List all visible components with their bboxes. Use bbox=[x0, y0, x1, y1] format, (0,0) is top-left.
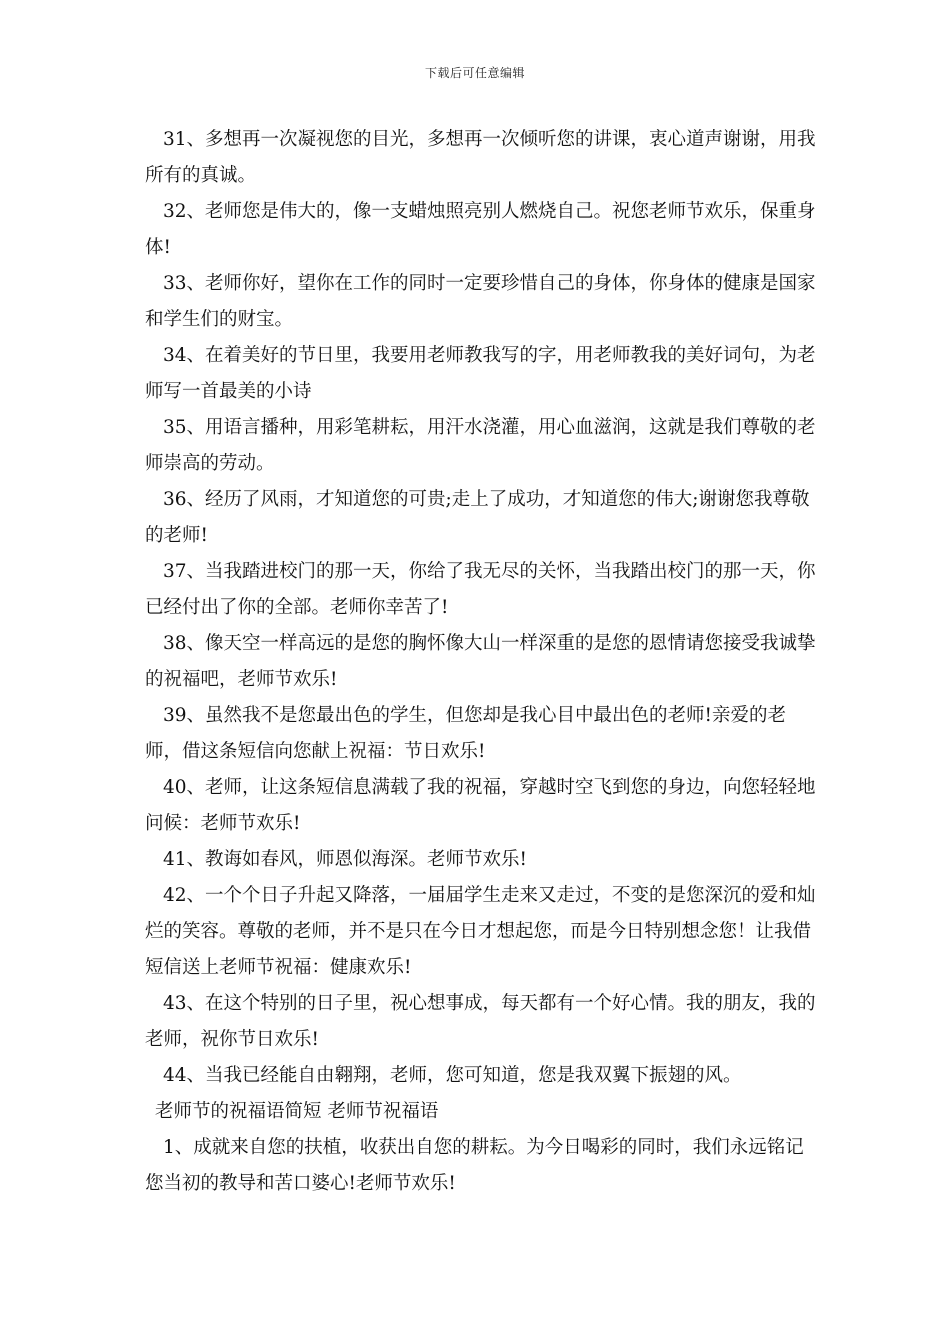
paragraph-38: 38、像天空一样高远的是您的胸怀像大山一样深重的是您的恩情请您接受我诚挚的祝福吧，老师节欢乐! bbox=[145, 633, 816, 690]
paragraph-43: 43、在这个特别的日子里，祝心想事成，每天都有一个好心情。我的朋友，我的老师，祝你节日欢乐! bbox=[145, 993, 816, 1050]
paragraph-44: 44、当我已经能自由翱翔，老师，您可知道，您是我双翼下振翅的风。 bbox=[163, 1065, 742, 1086]
paragraph-37: 37、当我踏进校门的那一天，你给了我无尽的关怀，当我踏出校门的那一天，你已经付出了你的全部。老师你幸苦了! bbox=[145, 561, 816, 618]
section-paragraph-1: 1、成就来自您的扶植，收获出自您的耕耘。为今日喝彩的同时，我们永远铭记您当初的教导和苦口婆心!老师节欢乐! bbox=[145, 1137, 804, 1194]
paragraph-42: 42、一个个日子升起又降落，一届届学生走来又走过，不变的是您深沉的爱和灿烂的笑容。尊敬的老师，并不是只在今日才想起您，而是今日特别想念您！让我借短信送上老师节祝福：健康欢乐! bbox=[145, 885, 816, 978]
page-header: 下载后可任意编辑 bbox=[424, 66, 525, 80]
paragraph-32: 32、老师您是伟大的，像一支蜡烛照亮别人燃烧自己。祝您老师节欢乐，保重身体! bbox=[145, 201, 816, 258]
paragraph-41: 41、教诲如春风，师恩似海深。老师节欢乐! bbox=[163, 849, 527, 870]
paragraph-35: 35、用语言播种，用彩笔耕耘，用汗水浇灌，用心血滋润，这就是我们尊敬的老师崇高的劳动。 bbox=[145, 417, 816, 474]
paragraph-36: 36、经历了风雨，才知道您的可贵;走上了成功，才知道您的伟大;谢谢您我尊敬的老师! bbox=[145, 489, 810, 546]
paragraph-33: 33、老师你好，望你在工作的同时一定要珍惜自己的身体，你身体的健康是国家和学生们的财宝。 bbox=[145, 273, 816, 330]
paragraph-39: 39、虽然我不是您最出色的学生，但您却是我心目中最出色的老师!亲爱的老师，借这条短信向您献上祝福：节日欢乐! bbox=[145, 705, 786, 762]
document-body bbox=[145, 122, 817, 1202]
section-heading: 老师节的祝福语简短 老师节祝福语 bbox=[155, 1101, 439, 1122]
paragraph-40: 40、老师，让这条短信息满载了我的祝福，穿越时空飞到您的身边，向您轻轻地问候：老师节欢乐! bbox=[145, 777, 816, 834]
paragraph-34: 34、在着美好的节日里，我要用老师教我写的字，用老师教我的美好词句，为老师写一首最美的小诗 bbox=[145, 345, 816, 402]
paragraph-31: 31、多想再一次凝视您的目光，多想再一次倾听您的讲课，衷心道声谢谢，用我所有的真诚。 bbox=[145, 129, 816, 186]
